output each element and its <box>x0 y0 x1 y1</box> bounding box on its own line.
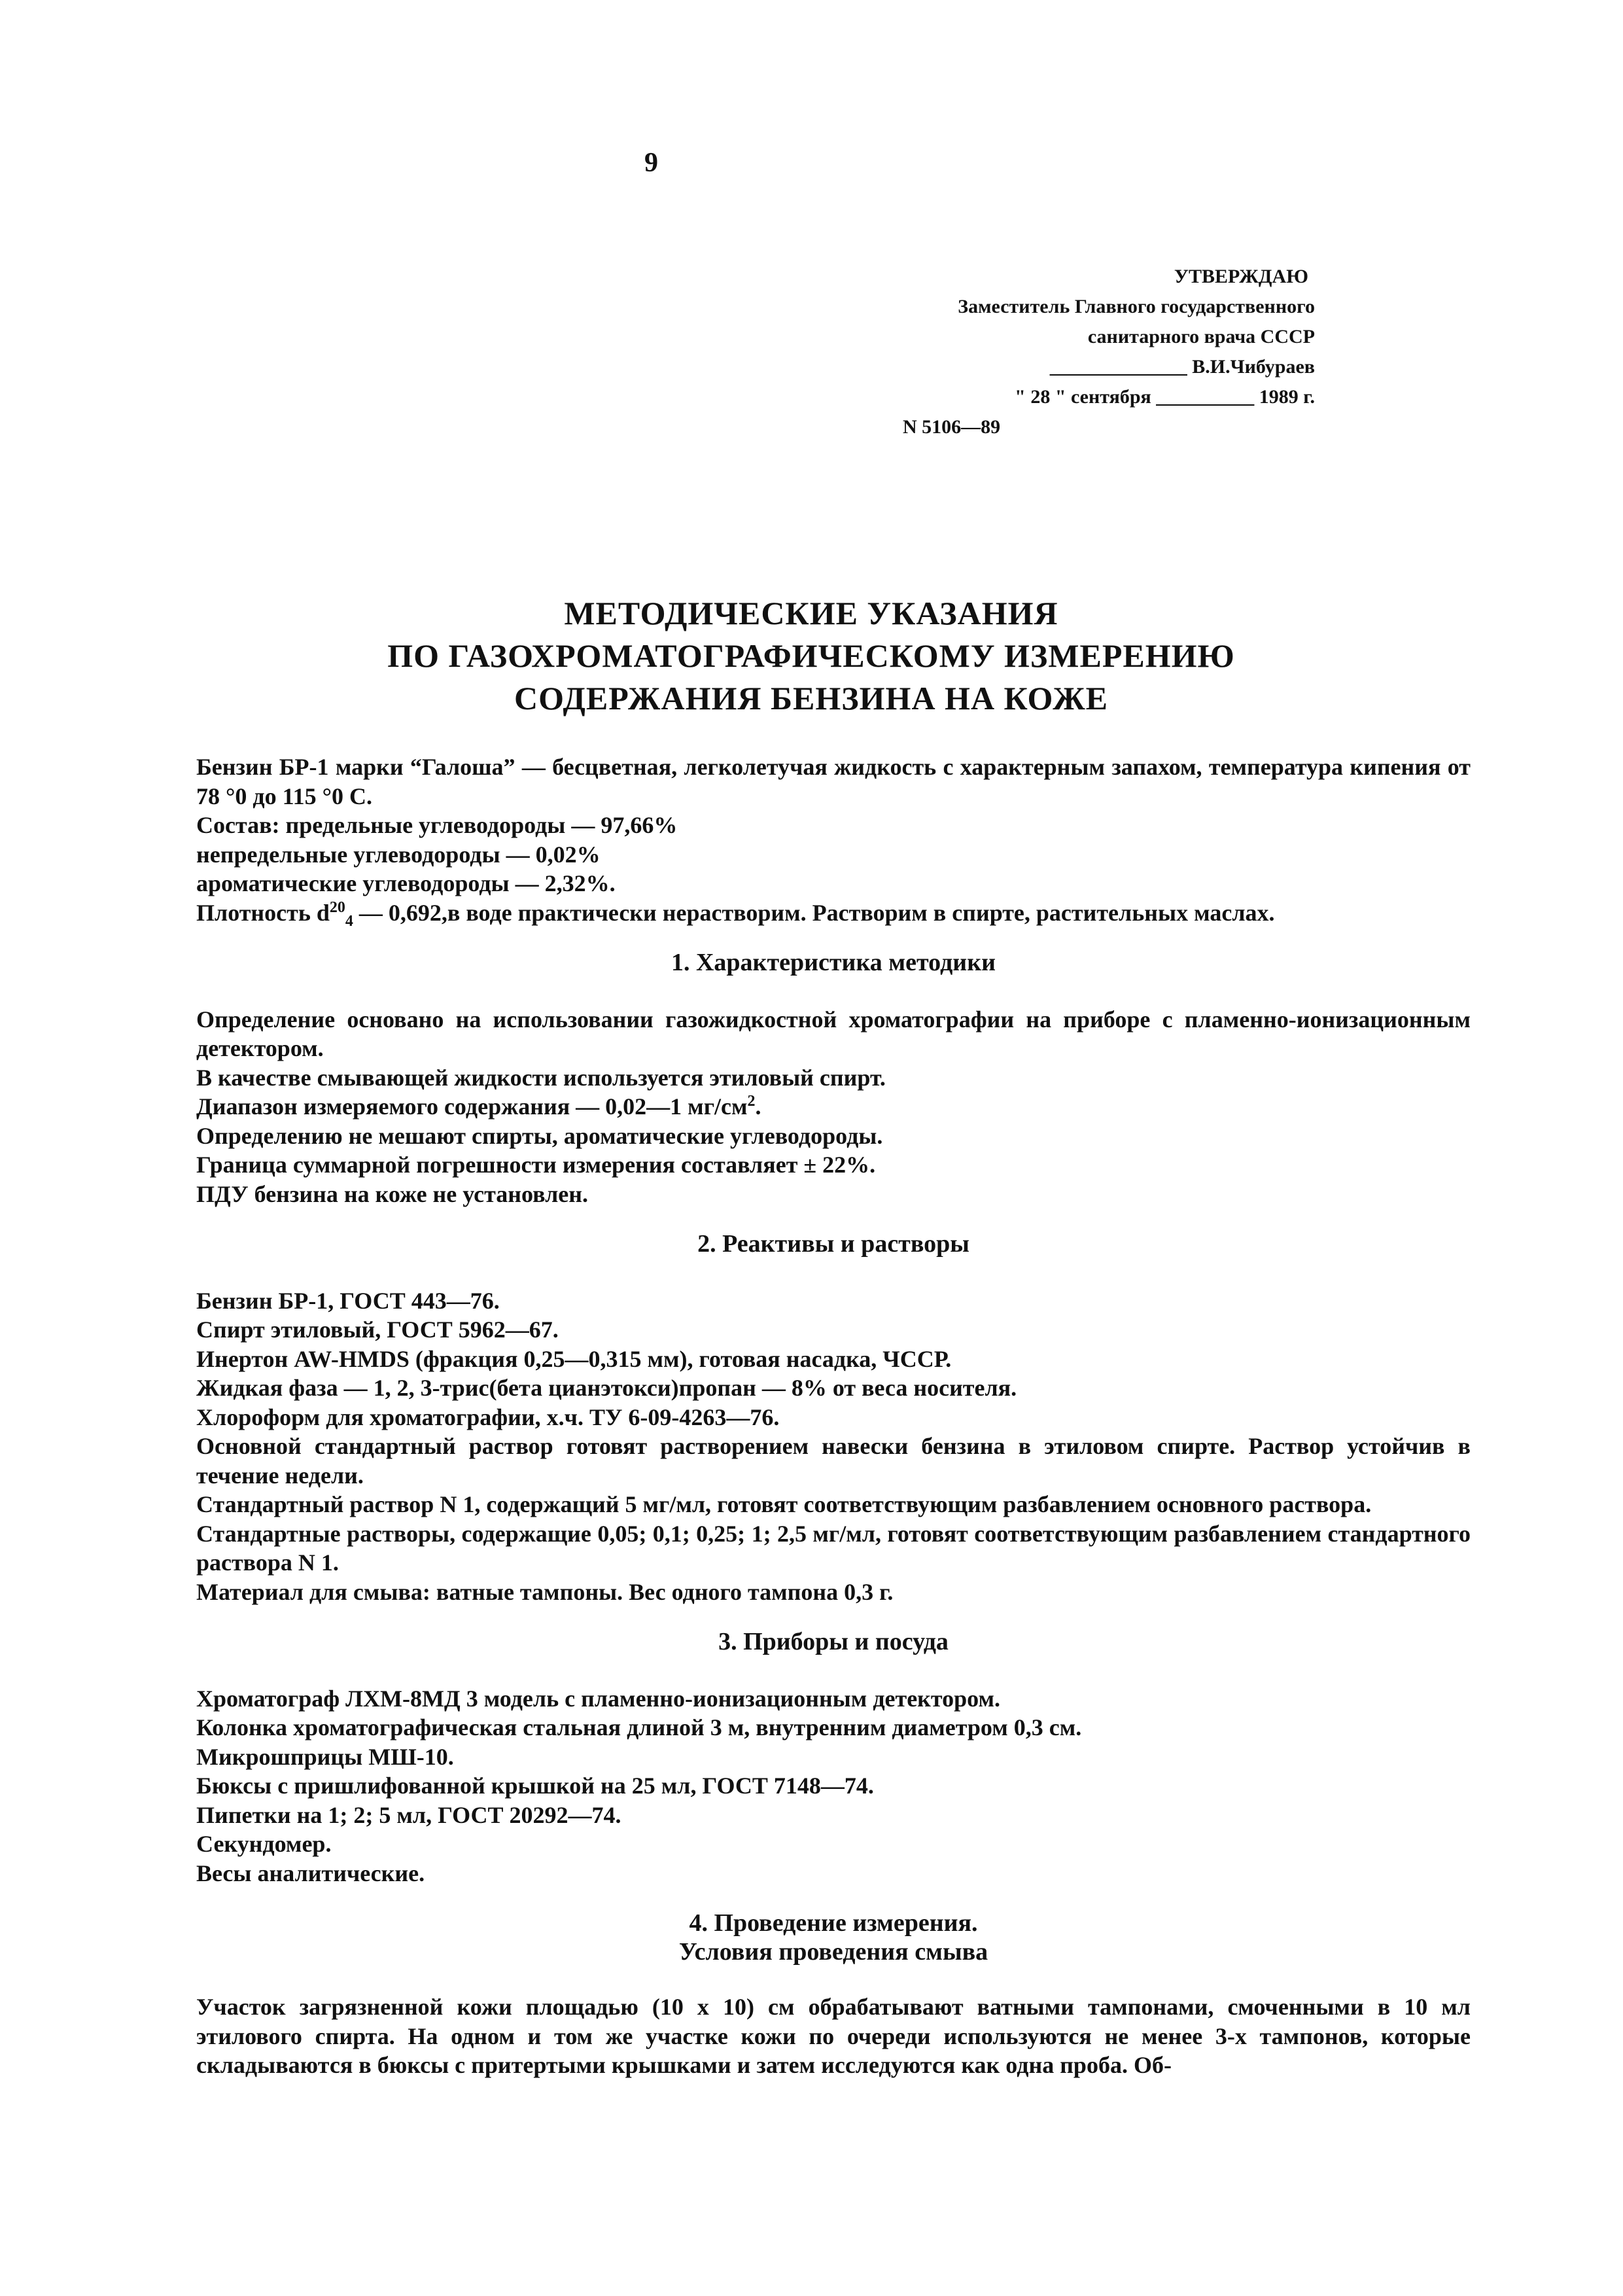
section-2-paragraph-5: Хлороформ для хроматографии, х.ч. ТУ 6-09-4263—76. <box>196 1404 780 1430</box>
section-1-heading: 1. Характеристика методики <box>671 949 996 976</box>
section-2-paragraph-6: Основной стандартный раствор готовят растворением навески бензина в этиловом спирте. Раствор устойчив в течение недели. <box>196 1433 1471 1489</box>
page-number: 9 <box>644 148 658 178</box>
range-text: Диапазон измеряемого содержания — 0,02—1 мг/см <box>196 1093 748 1120</box>
composition-line-1: Состав: предельные углеводороды — 97,66% <box>196 812 678 838</box>
approval-heading: УТВЕРЖДАЮ <box>1174 266 1308 287</box>
section-3-heading: 3. Приборы и посуда <box>718 1628 949 1655</box>
composition-line-3: ароматические углеводороды — 2,32%. <box>196 870 616 896</box>
section-3-paragraph-3: Микрошприцы МШ-10. <box>196 1743 454 1770</box>
density-superscript: 20 <box>329 898 345 916</box>
document-body <box>196 752 1471 2080</box>
approval-number: N 5106—89 <box>903 416 1001 438</box>
section-2-paragraph-4: Жидкая фаза — 1, 2, 3-трис(бета цианэтокси)пропан — 8% от веса носителя. <box>196 1375 1017 1401</box>
section-2-paragraph-8: Стандартные растворы, содержащие 0,05; 0,1; 0,25; 1; 2,5 мг/мл, готовят соответствующим разбавлением стандартного раствора N 1. <box>196 1520 1471 1576</box>
section-3-paragraph-7: Весы аналитические. <box>196 1860 425 1886</box>
intro-paragraph: Бензин БР-1 марки “Галоша” — бесцветная, легколетучая жидкость с характерным запахом, температура кипения от 78 °0 до 115 °0 С. <box>196 754 1471 809</box>
title-line-3: СОДЕРЖАНИЯ БЕНЗИНА НА КОЖЕ <box>514 680 1108 716</box>
approval-date: " 28 " сентября __________ 1989 г. <box>1015 386 1315 408</box>
title-line-2: ПО ГАЗОХРОМАТОГРАФИЧЕСКОМУ ИЗМЕРЕНИЮ <box>387 637 1235 674</box>
section-1-paragraph-3 <box>196 1092 1471 1122</box>
section-3-paragraph-1: Хроматограф ЛХМ-8МД 3 модель с пламенно-ионизационным детектором. <box>196 1685 1000 1712</box>
section-3-paragraph-4: Бюксы с пришлифованной крышкой на 25 мл, ГОСТ 7148—74. <box>196 1773 874 1799</box>
section-3-paragraph-5: Пипетки на 1; 2; 5 мл, ГОСТ 20292—74. <box>196 1801 621 1828</box>
section-1-paragraph-4: Определению не мешают спирты, ароматические углеводороды. <box>196 1122 883 1149</box>
approval-position-line1: Заместитель Главного государственного <box>958 296 1315 317</box>
approval-block <box>903 262 1315 442</box>
section-1-paragraph-5: Граница суммарной погрешности измерения составляет ± 22%. <box>196 1152 876 1178</box>
section-1-paragraph-2: В качестве смывающей жидкости используется этиловый спирт. <box>196 1064 886 1091</box>
section-2-paragraph-3: Инертон AW-HMDS (фракция 0,25—0,315 мм), готовая насадка, ЧССР. <box>196 1345 952 1372</box>
density-subscript: 4 <box>345 912 353 930</box>
section-2-paragraph-7: Стандартный раствор N 1, содержащий 5 мг/мл, готовят соответствующим разбавлением основного раствора. <box>196 1491 1372 1517</box>
density-rest: — 0,692,в воде практически нерастворим. Растворим в спирте, растительных маслах. <box>353 899 1275 926</box>
approval-signature: ______________ В.И.Чибураев <box>1049 356 1315 378</box>
range-superscript: 2 <box>747 1093 756 1110</box>
density-prefix: Плотность d <box>196 899 330 926</box>
density-line <box>196 898 1471 928</box>
section-2-paragraph-9: Материал для смыва: ватные тампоны. Вес одного тампона 0,3 г. <box>196 1578 894 1605</box>
document-title <box>196 592 1426 720</box>
section-3-paragraph-6: Секундомер. <box>196 1831 332 1857</box>
section-4-heading: 4. Проведение измерения. <box>689 1909 978 1937</box>
approval-position-line2: санитарного врача СССР <box>1087 326 1315 347</box>
section-1-paragraph-6: ПДУ бензина на коже не установлен. <box>196 1180 588 1207</box>
section-4-subheading: Условия проведения смыва <box>678 1938 988 1966</box>
section-2-paragraph-1: Бензин БР-1, ГОСТ 443—76. <box>196 1287 500 1314</box>
section-1-paragraph-1: Определение основано на использовании газожидкостной хроматографии на приборе с пламенно-ионизационным детектором. <box>196 1006 1471 1061</box>
section-3-paragraph-2: Колонка хроматографическая стальная длиной 3 м, внутренним диаметром 0,3 см. <box>196 1714 1082 1740</box>
title-line-1: МЕТОДИЧЕСКИЕ УКАЗАНИЯ <box>564 595 1058 631</box>
section-2-paragraph-2: Спирт этиловый, ГОСТ 5962—67. <box>196 1316 559 1343</box>
composition-line-2: непредельные углеводороды — 0,02% <box>196 841 601 868</box>
range-suffix: . <box>755 1093 761 1120</box>
section-4-paragraph-1: Участок загрязненной кожи площадью (10 х 10) см обрабатывают ватными тампонами, смоченными в 10 мл этилового спирта. На одном и том же участке кожи по очереди используются не менее 3-х тампонов, которые складываются в бюксы с притертыми крышками и затем исследуются как одна проба. Об- <box>196 1994 1471 2078</box>
section-2-heading: 2. Реактивы и растворы <box>697 1230 969 1258</box>
